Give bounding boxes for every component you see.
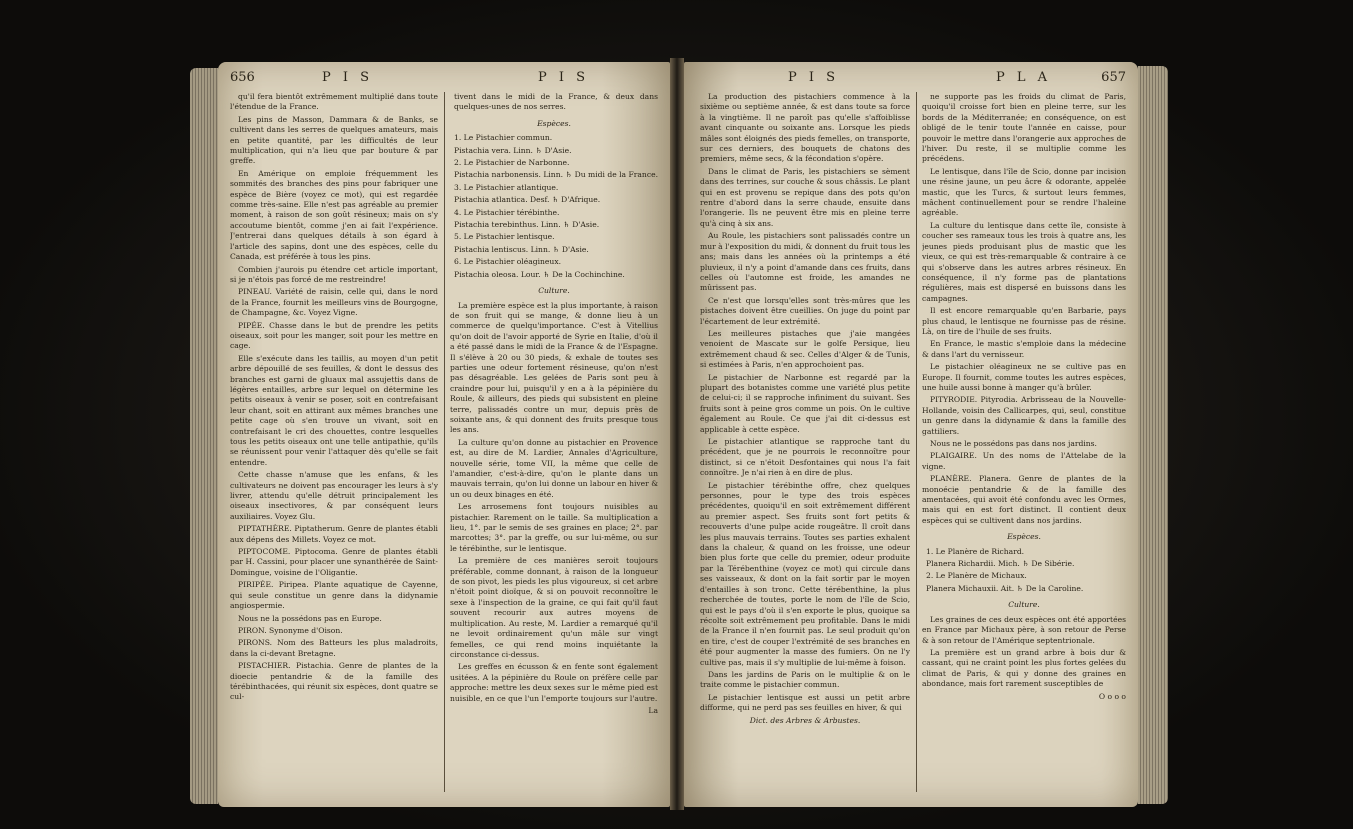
paragraph: PLANÈRE. Planera. Genre de plantes de la monoécie pentandrie & de la famille des amentacées, qui avoit été confondu avec les Ormes, mais qui en est fort distinct. Il contient deux espèces qui se cultivent dans nos jardins. bbox=[922, 474, 1126, 525]
paragraph: qu'il fera bientôt extrêmement multiplié dans toute l'étendue de la France. bbox=[230, 92, 438, 112]
paragraph: En Amérique on emploie fréquemment les sommités des branches des pins pour fabriquer une espèce de Bière (voyez ce mot), qui est regardée comme très-saine. Elle n'est pas agréable au premier moment, à raison de son goût résineux; mais on s'y accoutume bientôt, comme j'en ai fait l'expérience. J'entrerai dans quelques détails à son égard à l'article des sapins, dont une des espèces, celle du Canada, est préférée à tous les pins. bbox=[230, 168, 438, 262]
paragraph: Elle s'exécute dans les taillis, au moyen d'un petit arbre dépouillé de ses feuilles, & dont le dessus des branches est garni de gluaux mal assujettis dans de légères entailles, arbre sur lequel on détermine les petits oiseaux à venir se poser, soit en contrefaisant leur chant, soit en attirant aux mêmes branches une petite cage où s'en trouve un vivant, soit en contrefaisant le cri des chouettes, contre lesquelles tous les petits oiseaux ont une telle antipathie, qu'ils se réunissent pour venir l'attaquer dès qu'elle se fait entendre. bbox=[230, 353, 438, 467]
paragraph: La production des pistachiers commence à la sixième ou septième année, & est dans toute sa force à la vingtième. Il ne paroît pas qu'elle s'affoiblisse avant cinquante ou soixante ans. Lorsque les pieds mâles sont éloignés des pieds femelles, on transporte, sur ces derniers, des bouquets de chatons des premiers, même secs, & la fécondation s'opère. bbox=[700, 92, 910, 164]
left-species-list bbox=[450, 133, 658, 280]
left-species-heading: Espèces. bbox=[537, 118, 571, 128]
right-running-head-1: P I S bbox=[788, 70, 840, 85]
right-col1-footer: Dict. des Arbres & Arbustes. bbox=[749, 715, 861, 725]
right-page-edges bbox=[1138, 66, 1168, 804]
paragraph: Le pistachier de Narbonne est regardé par la plupart des botanistes comme une variété plus petite de celui-ci; il se rapproche infiniment du suivant. Ses fruits sont à peine gros comme un pois. On le cultive également au Roule. Ce que j'ai dit ci-dessus est applicable à cette espèce. bbox=[700, 372, 910, 434]
paragraph: La culture du lentisque dans cette île, consiste à coucher ses rameaux tous les trois à quatre ans, les jeunes pieds produisant plus de mastic que les vieux, ce qui est très-remarquable & contraire à ce qui s'observe dans les autres arbres résineux. En conséquence, il n'y forme pas de plantations régulières, mais est dispersé en buissons dans les campagnes. bbox=[922, 220, 1126, 303]
left-page-header bbox=[230, 70, 658, 90]
book-gutter bbox=[670, 58, 684, 810]
paragraph: La première de ces manières seroit toujours préférable, comme donnant, à raison de la longueur de son pivot, les pieds les plus vigoureux, si cet arbre n'étoit point dioïque, & si on pouvoit reconnoître le sexe à l'inspection de la graine, ce qui fait qu'il faut souvent recourir aux autres moyens de multiplication. Au reste, M. Lardier a remarqué qu'il ne levoit ordinairement qu'un mâle sur vingt femelles, ce qui rend moins inquiétante la circonstance ci-dessus. bbox=[450, 556, 658, 659]
right-running-head-2: P L A bbox=[996, 70, 1052, 85]
left-running-head-2: P I S bbox=[538, 70, 590, 85]
right-page-number: 657 bbox=[1101, 70, 1126, 85]
paragraph: Planera Richardii. Mich. ♄ De Sibérie. bbox=[926, 559, 1075, 569]
paragraph: PITYRODIE. Pityrodia. Arbrisseau de la Nouvelle-Hollande, voisin des Callicarpes, qui, seul, constitue un genre dans la didynamie & dans la famille des gattiliers. bbox=[922, 395, 1126, 436]
right-signature: O o o o bbox=[1098, 691, 1126, 701]
paragraph: La première est un grand arbre à bois dur & cassant, qui ne craint point les plus fortes gelées du climat de Paris, & qui y donne des graines en abondance, mais fort rarement susceptibles de bbox=[922, 647, 1126, 689]
left-culture-heading: Culture. bbox=[538, 286, 570, 296]
paragraph: Pistachia terebinthus. Linn. ♄ D'Asie. bbox=[454, 220, 600, 230]
paragraph: La première espèce est la plus importante, à raison de son fruit qui se mange, & donne lieu à un commerce de quelqu'importance. C'est à Vitellius qu'on doit de l'avoir apporté de Syrie en Italie, d'où il a été passé dans le midi de la France & de l'Espagne. Il s'élève à 20 ou 30 pieds, & exhale de toutes ses parties une odeur fortement résineuse, qu'on n'est pas désagréable. Les gelées de Paris sont peu à craindre pour lui, puisqu'il y en a à la pépinière du Roule, & ailleurs, des pieds qui subsistent en pleine terre, palissadés contre un mur, depuis près de soixante ans, & qui donnent des fruits presque tous les ans. bbox=[450, 300, 658, 435]
paragraph: PIRIPÉE. Piripea. Plante aquatique de Cayenne, qui seule constitue un genre dans la didynamie angiospermie. bbox=[230, 580, 438, 611]
paragraph: Pistachia atlantica. Desf. ♄ D'Afrique. bbox=[454, 195, 601, 205]
paragraph: Il est encore remarquable qu'en Barbarie, pays plus chaud, le lentisque ne fournisse pas de résine. Là, on tire de l'huile de ses fruits. bbox=[922, 306, 1126, 336]
paragraph: PLAIGAIRE. Un des noms de l'Attelabe de la vigne. bbox=[922, 451, 1126, 471]
right-column-rule bbox=[916, 92, 917, 792]
left-column-rule bbox=[444, 92, 445, 792]
paragraph: Les graines de ces deux espèces ont été apportées en France par Michaux père, à son retour de Perse & à son retour de l'Amérique septentrionale. bbox=[922, 614, 1126, 645]
right-column-1 bbox=[700, 92, 910, 792]
paragraph: Ce n'est que lorsqu'elles sont très-mûres que les pistaches doivent être cueillies. On juge du point par l'écartement de leur extrémité. bbox=[700, 295, 910, 326]
paragraph: PIRONS. Nom des Batteurs les plus maladroits, dans la ci-devant Bretagne. bbox=[230, 638, 438, 658]
left-column-1 bbox=[230, 92, 438, 792]
paragraph: Les meilleures pistaches que j'aie mangées venoient de Mascate sur le golfe Persique, lieu extrêmement chaud & sec. Celles d'Alger & de Tunis, si estimées à Paris, n'en approchoient pas. bbox=[700, 328, 910, 370]
paragraph: PIPTOCOME. Piptocoma. Genre de plantes établi par H. Cassini, pour placer une synanthérée de Saint-Domingue, voisine de l'Oligantie. bbox=[230, 547, 438, 577]
paragraph: Combien j'aurois pu étendre cet article important, si je n'étois pas forcé de me restreindre! bbox=[230, 264, 438, 284]
paragraph: 6. Le Pistachier oléagineux. bbox=[454, 257, 562, 267]
right-col2-text bbox=[922, 92, 1126, 526]
paragraph: ne supporte pas les froids du climat de Paris, quoiqu'il croisse fort bien en pleine terre, sur les bords de la Méditerranée; en conséquence, on est obligé de le tenir toute l'année en caisse, pour pouvoir le mettre dans l'orangerie aux approches de l'hiver. Du reste, il se multiplie comme les précédens. bbox=[922, 92, 1126, 164]
paragraph: Le pistachier atlantique se rapproche tant du précédent, que je ne pourrois le reconnoître pour distinct, si ce n'étoit Desfontaines qui nous l'a fait connoître. Je n'ai rien à en dire de plus. bbox=[700, 437, 910, 478]
paragraph: Le lentisque, dans l'île de Scio, donne par incision une résine jaune, un peu âcre & odorante, appelée mastic, que les Turcs, & surtout leurs femmes, mâchent continuellement pour se rendre l'haleine agréable. bbox=[922, 166, 1126, 218]
paragraph: Le pistachier lentisque est aussi un petit arbre difforme, qui ne perd pas ses feuilles en hiver, & qui bbox=[700, 692, 910, 713]
paragraph: Nous ne le possédons pas dans nos jardins. bbox=[930, 439, 1097, 448]
left-col2-intro: tivent dans le midi de la France, & deux dans quelques-unes de nos serres. bbox=[454, 92, 658, 112]
right-species-list bbox=[922, 547, 1126, 595]
paragraph: Au Roule, les pistachiers sont palissadés contre un mur à l'exposition du midi, & donnent du fruit tous les ans; mais dans les années où la printemps a été pluvieux, il n'y a point d'amande dans ces fruits, dans celles où l'automne est froide, les amandes ne mûrissent pas. bbox=[700, 231, 910, 293]
left-culture-text bbox=[450, 301, 658, 704]
right-culture-heading: Culture. bbox=[1008, 600, 1040, 610]
paragraph: Pistachia narbonensis. Linn. ♄ Du midi de la France. bbox=[454, 170, 658, 180]
paragraph: La culture qu'on donne au pistachier en Provence est, au dire de M. Lardier, Annales d'Agriculture, nouvelle série, tome VII, la même que celle de l'amandier, c'est-à-dire, qu'on le plante dans un mauvais terrain, qu'on lui donne un labour en hiver & un ou deux binages en été. bbox=[450, 437, 658, 499]
paragraph: PISTACHIER. Pistachia. Genre de plantes de la dioecie pentandrie & de la famille des térébinthacées, qui réunit six espèces, dont quatre se cul- bbox=[230, 661, 438, 702]
paragraph: Dans le climat de Paris, les pistachiers se sèment dans des terrines, sur couche & sous châssis. Le plant qui en est provenu se repique dans des pots qu'on rentre d'abord dans la serre chaude, ensuite dans l'orangerie. Ils ne peuvent être mis en pleine terre qu'à cinq à six ans. bbox=[700, 166, 910, 228]
right-page-header bbox=[696, 70, 1126, 90]
right-species-heading: Espèces. bbox=[1007, 532, 1041, 542]
paragraph: 4. Le Pistachier térébinthe. bbox=[454, 207, 560, 217]
paragraph: PINEAU. Variété de raisin, celle qui, dans le nord de la France, fournit les meilleurs vins de Bourgogne, de Champagne, &c. Voyez Vigne. bbox=[230, 287, 438, 318]
right-col1-text bbox=[700, 92, 910, 714]
paragraph: Pistachia vera. Linn. ♄ D'Asie. bbox=[454, 145, 572, 155]
left-column-2 bbox=[450, 92, 658, 792]
paragraph: Cette chasse n'amuse que les enfans, & les cultivateurs ne doivent pas encourager les leurs à s'y livrer, attendu qu'elle détruit principalement les oiseaux insectivores, & par conséquent leurs auxiliaires. Voyez Glu. bbox=[230, 470, 438, 521]
left-running-head-1: P I S bbox=[322, 70, 374, 85]
paragraph: Les arrosemens font toujours nuisibles au pistachier. Rarement on le taille. Sa multiplication a lieu, 1°. par le semis de ses graines en place; 2°. par marcottes; 3°. par la greffe, ou sur lui-même, ou sur le térébinthe, sur le lentisque. bbox=[450, 502, 658, 553]
paragraph: Les pins de Masson, Dammara & de Banks, se cultivent dans les serres de quelques amateurs, mais en petite quantité, par les difficultés de leur multiplication, qui n'a lieu que par bouture & par greffe. bbox=[230, 114, 438, 166]
right-page bbox=[684, 62, 1138, 807]
paragraph: Le pistachier oléagineux ne se cultive pas en Europe. Il fournit, comme toutes les autres espèces, une huile aussi bonne à manger qu'à brûler. bbox=[922, 362, 1126, 392]
paragraph: 5. Le Pistachier lentisque. bbox=[454, 232, 555, 242]
left-page-number: 656 bbox=[230, 70, 255, 85]
right-culture-text bbox=[922, 615, 1126, 690]
right-column-2 bbox=[922, 92, 1126, 792]
left-catchword: La bbox=[648, 705, 658, 715]
paragraph: 3. Le Pistachier atlantique. bbox=[454, 182, 559, 192]
paragraph: PIPTATHÈRE. Piptatherum. Genre de plantes établi aux dépens des Millets. Voyez ce mot. bbox=[230, 524, 438, 544]
paragraph: 2. Le Pistachier de Narbonne. bbox=[454, 158, 570, 168]
paragraph: Nous ne la possédons pas en Europe. bbox=[238, 613, 382, 623]
paragraph: Planera Michauxii. Ait. ♄ De la Caroline. bbox=[926, 583, 1084, 593]
paragraph: Les greffes en écusson & en fente sont également usitées. A la pépinière du Roule on préfère celle par approche: mettre les deux sexes sur le même pied est nuisible, en ce que l'un l'emporte toujours sur l'autre. bbox=[450, 662, 658, 703]
paragraph: En France, le mastic s'emploie dans la médecine & dans l'art du vernisseur. bbox=[922, 339, 1126, 359]
left-page bbox=[218, 62, 670, 807]
paragraph: Le pistachier térébinthe offre, chez quelques personnes, pour le type des trois espèces précédentes, quoiqu'il en soit extrêmement différent au premier aspect. Ses fruits sont fort petits & recouverts d'une pulpe acide rougeâtre. Il croît dans les plus mauvais terrains. Toutes ses parties exhalent dans la chaleur, & quand on les froisse, une odeur bien plus forte que celle du premier, odeur produite par la Térébenthine (voyez ce mot) qui circule dans ses vaisseaux, & dont on la fait sortir par le moyen d'entailles à son tronc. Cette térébenthine, la plus recherchée de toutes, porte le nom de l'île de Scio, qui est le pays d'où il s'en exporte le plus, quoique sa récolte soit extrêmement peu profitable. Dans le midi de la France il n'en fournit pas. Le seul produit qu'on en tire, c'est de couper l'extrémité de ses branches en été pour augmenter la masse des fumiers. On ne l'y cultive pas, mais il s'y multiplie de lui-même à foison. bbox=[700, 480, 910, 667]
paragraph: 2. Le Planère de Michaux. bbox=[926, 571, 1027, 581]
paragraph: Pistachia oleosa. Lour. ♄ De la Cochinchine. bbox=[454, 269, 625, 279]
paragraph: PIPÉE. Chasse dans le but de prendre les petits oiseaux, soit pour les manger, soit pour les mettre en cage. bbox=[230, 320, 438, 351]
left-page-edges bbox=[190, 68, 218, 804]
paragraph: 1. Le Planère de Richard. bbox=[926, 546, 1025, 556]
paragraph: 1. Le Pistachier commun. bbox=[454, 133, 553, 143]
paragraph: Dans les jardins de Paris on le multiplie & on le traite comme le pistachier commun. bbox=[700, 669, 910, 690]
paragraph: Pistachia lentiscus. Linn. ♄ D'Asie. bbox=[454, 244, 589, 254]
paragraph: PIRON. Synonyme d'Oison. bbox=[238, 625, 343, 635]
